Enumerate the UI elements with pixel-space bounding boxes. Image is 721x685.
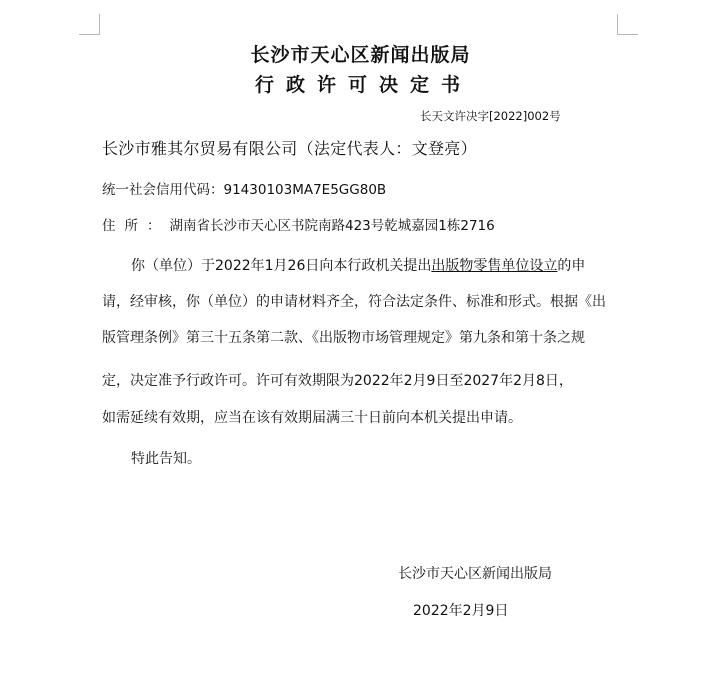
credit-code-value: 91430103MA7E5GG80B (223, 182, 387, 198)
signer-name: 长沙市天心区新闻出版局 (398, 566, 552, 582)
recipient-name: 长沙市雅其尔贸易有限公司（法定代表人：文登亮） (102, 139, 477, 158)
signature-date: 2022年2月9日 (413, 603, 509, 619)
issuer-title: 长沙市天心区新闻出版局 (250, 44, 471, 66)
credit-code-line (102, 178, 386, 198)
body-line-1-prefix: 你（单位）于2022年1月26日向本行政机关提出 (131, 258, 432, 274)
document-type-title: 行政许可决定书 (254, 74, 472, 96)
credit-code-label: 统一社会信用代码： (102, 182, 224, 198)
body-line-4: 定，决定准予行政许可。许可有效期限为2022年2月9日至2027年2月8日， (102, 373, 573, 389)
body-line-3: 版管理条例》第三十五条第二款、《出版物市场管理规定》第九条和第十条之规 (102, 330, 585, 346)
body-line-1-suffix: 的申 (557, 258, 586, 274)
address-label: 住所： (102, 218, 170, 234)
closing-line: 特此告知。 (131, 451, 201, 467)
license-item: 出版物零售单位设立 (431, 258, 558, 274)
body-line-5: 如需延续有效期，应当在该有效期届满三十日前向本机关提出申请。 (102, 410, 522, 426)
address-value: 湖南省长沙市天心区书院南路423号乾城嘉园1栋2716 (169, 218, 495, 234)
body-line-1 (131, 255, 651, 275)
crop-mark-top-left (79, 14, 100, 35)
crop-mark-top-right (617, 14, 638, 35)
document-number: 长天文许决字[2022]002号 (420, 109, 561, 123)
address-line (102, 214, 495, 234)
body-line-2: 请，经审核，你（单位）的申请材料齐全，符合法定条件、标准和形式。根据《出 (102, 294, 606, 310)
